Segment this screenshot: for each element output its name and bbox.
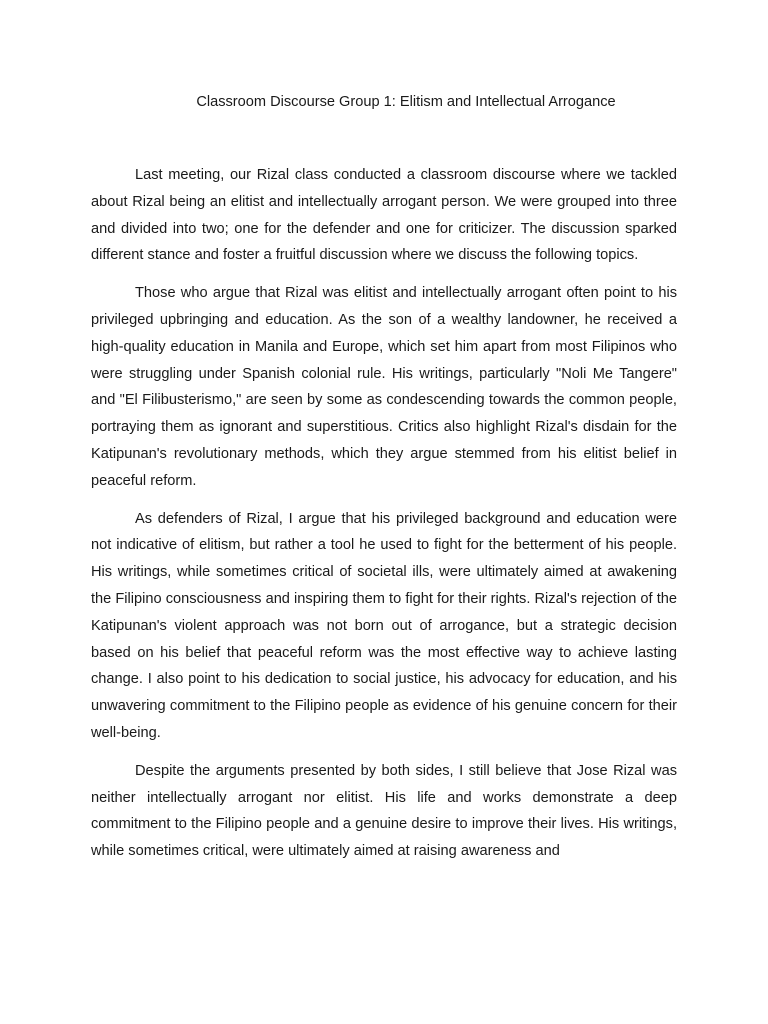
paragraph-intro: Last meeting, our Rizal class conducted a classroom discourse where we tackled about Rizal being an elitist and intellectually arrogant person. We were grouped into three and divided into two; one for the defender and one for criticizer. The discussion sparked different stance and foster a fruitful discussion where we discuss the following topics.: [91, 167, 677, 264]
document-title: Classroom Discourse Group 1: Elitism and Intellectual Arrogance: [196, 94, 616, 110]
paragraph-critics: Those who argue that Rizal was elitist and intellectually arrogant often point to his privileged upbringing and education. As the son of a wealthy landowner, he received a high-quality education in Manila and Europe, which set him apart from most Filipinos who were struggling under Spanish colonial rule. His writings, particularly "Noli Me Tangere" and "El Filibusterismo," are seen by some as condescending towards the common people, portraying them as ignorant and superstitious. Critics also highlight Rizal's disdain for the Katipunan's revolutionary methods, which they argue stemmed from his elitist belief in peaceful reform.: [91, 285, 677, 489]
paragraph-defenders: As defenders of Rizal, I argue that his privileged background and education were not indicative of elitism, but rather a tool he used to fight for the betterment of his people. His writings, while sometimes critical of societal ills, were ultimately aimed at awakening the Filipino consciousness and inspiring them to fight for their rights. Rizal's rejection of the Katipunan's violent approach was not born out of arrogance, but a strategic decision based on his belief that peaceful reform was the most effective way to achieve lasting change. I also point to his dedication to social justice, his advocacy for education, and his unwavering commitment to the Filipino people as evidence of his genuine concern for their well-being.: [91, 510, 677, 741]
paragraph-conclusion: Despite the arguments presented by both sides, I still believe that Jose Rizal was neither intellectually arrogant nor elitist. His life and works demonstrate a deep commitment to the Filipino people and a genuine desire to improve their lives. His writings, while sometimes critical, were ultimately aimed at raising awareness and: [91, 762, 677, 860]
document-body: [91, 162, 677, 876]
